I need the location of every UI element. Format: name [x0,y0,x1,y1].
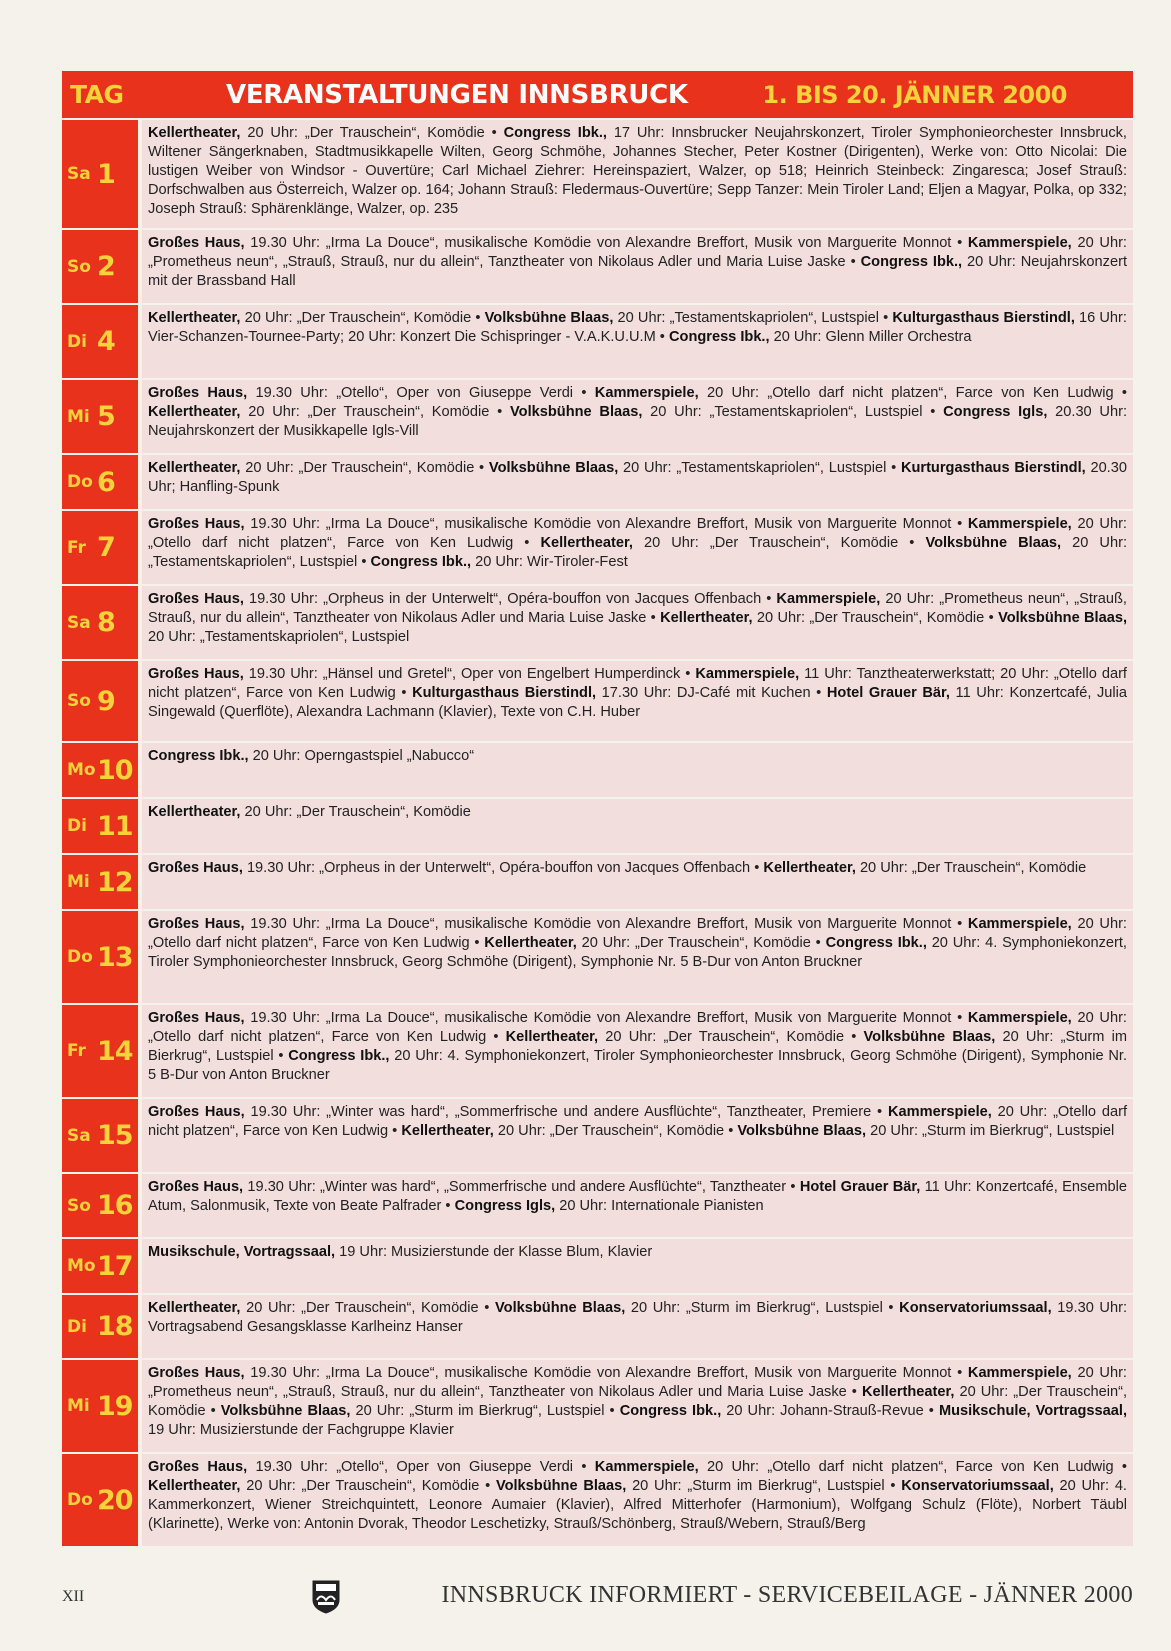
day-events [142,1360,1133,1452]
event-details: 19.30 Uhr: „Orpheus in der Unterwelt“, Opéra-bouffon von Jacques Offenbach • [243,591,777,607]
venue-name: Kellertheater, [484,935,577,951]
event-details: 17 Uhr: Innsbrucker Neujahrskonzert, Tiroler Symphonieorchester Innsbruck, Wiltener Sängerknaben, Stadtmusikkapelle Wilten, Georg Schmöhe, Johannes Stecher, Peter Kostner (Dirigenten), Werke von: Otto Nicolai: Die lustigen Weiber von Windsor - Ouvertüre; Carl Michael Ziehrer: Hereinspaziert, Walzer, op 518; Heinrich Steinbeck: Zingaresca; Josef Strauß: Dorfschwalben aus Österreich, Walzer op. 164; Johann Strauß: Fledermaus-Ouvertüre; Sepp Tanzer: Mein Tiroler Land; Eljen a Magyar, Polka, op 332; Joseph Strauß: Sphärenklänge, Walzer, op. 235 [148,125,1127,217]
day-row [62,120,1133,228]
venue-name: Volksbühne Blaas, [220,1403,351,1419]
event-details: 20 Uhr: Glenn Miller Orchestra [769,329,972,345]
day-row [62,305,1133,378]
day-label [62,586,138,659]
day-number: 1 [97,158,115,190]
day-events [142,305,1133,378]
day-number: 4 [97,326,115,357]
weekday: Mi [67,872,90,892]
day-label [62,911,138,1003]
event-details: 20 Uhr: Neujahrskonzert mit der Brassband Hall [148,254,1127,289]
venue-name: Großes Haus, [148,1010,245,1026]
event-details: 20 Uhr: „Otello darf nicht platzen“, Farce von Ken Ludwig • [148,1104,1128,1139]
day-label [62,1174,138,1237]
calendar-title: VERANSTALTUNGEN INNSBRUCK [226,79,688,110]
event-details: 19.30 Uhr: „Irma La Douce“, musikalische Komödie von Alexandre Breffort, Musik von Marguerite Monnot • [244,916,968,932]
event-details: 20 Uhr: „Otello darf nicht platzen“, Farce von Ken Ludwig • [148,516,1127,551]
event-details: 20 Uhr: „Der Trauschein“, Komödie • [752,610,999,626]
venue-name: Kellertheater, [148,460,241,476]
event-details: 19 Uhr: Musizierstunde der Klasse Blum, Klavier [335,1244,653,1260]
day-number: 2 [97,251,115,282]
event-details: 19.30 Uhr: „Otello“, Oper von Giuseppe Verdi • [247,385,595,401]
event-details: 20 Uhr: „Prometheus neun“, „Strauß, Strauß, nur du allein“, Tanztheater von Nikolaus Adler und Maria Luise Jaske • [148,1365,1127,1400]
day-events [142,661,1133,741]
day-label [62,230,138,303]
weekday: So [67,1195,91,1216]
event-details: 19.30 Uhr: „Irma La Douce“, musikalische Komödie von Alexandre Breffort, Musik von Marguerite Monnot • [244,1365,968,1381]
venue-name: Großes Haus, [148,1459,248,1475]
day-row [62,1454,1133,1546]
event-details: 20 Uhr: „Der Trauschein“, Komödie • [240,1478,496,1494]
weekday: Fr [67,1041,86,1061]
day-number: 20 [97,1484,133,1516]
event-details: 20 Uhr: 4. Symphoniekonzert, Tiroler Symphonieorchester Innsbruck, Georg Schmöhe (Dirigent), Symphonie Nr. 5 B-Dur von Anton Bruckner [148,1048,1128,1083]
venue-name: Kammerspiele, [967,916,1072,932]
event-details: 20 Uhr: „Otello darf nicht platzen“, Farce von Ken Ludwig • [148,1010,1127,1045]
event-details: 20 Uhr: „Testamentskapriolen“, Lustspiel • [642,404,944,420]
event-details: 19 Uhr: Musizierstunde der Fachgruppe Klavier [148,1422,454,1438]
weekday: So [67,691,91,711]
day-label [62,455,138,509]
day-row [62,1360,1133,1452]
venue-name: Congress Ibk., [288,1048,390,1064]
day-row [62,661,1133,741]
venue-name: Großes Haus, [148,666,244,682]
weekday: Sa [67,164,91,184]
day-events [142,743,1133,797]
day-row [62,586,1133,659]
venue-name: Kammerspiele, [967,516,1072,532]
day-events [142,1454,1133,1546]
event-details: 20 Uhr: „Testamentskapriolen“, Lustspiel [148,629,410,645]
event-details: 20 Uhr: „Der Trauschein“, Komödie • [240,1300,496,1316]
event-details: 16 Uhr: Vier-Schanzen-Tournee-Party; 20 Uhr: Konzert Die Schispringer - V.A.K.U.U.M • [148,310,1127,345]
day-row [62,1005,1133,1097]
venue-name: Musikschule, Vortragssaal, [938,1403,1128,1419]
day-label [62,855,138,909]
event-details: 20 Uhr: „Prometheus neun“, „Strauß, Strauß, nur du allein“, Tanztheater von Nikolaus Adler und Maria Luise Jaske • [148,235,1127,270]
day-events [142,455,1133,509]
venue-name: Congress Ibk., [148,748,249,764]
venue-name: Volksbühne Blaas, [484,310,614,326]
day-events [142,1099,1133,1172]
weekday: Mo [67,1256,96,1276]
venue-name: Hotel Grauer Bär, [826,685,950,701]
day-events [142,855,1133,909]
day-events [142,586,1133,659]
event-details: 19.30 Uhr: „Hänsel und Gretel“, Oper von Engelbert Humperdinck • [243,666,696,682]
day-number: 17 [97,1250,133,1282]
calendar-header [62,71,1133,118]
day-number: 10 [97,754,133,786]
day-label [62,1005,138,1097]
day-row [62,799,1133,853]
day-row [62,1239,1133,1293]
venue-name: Großes Haus, [148,1104,245,1120]
venue-name: Congress Igls, [454,1198,556,1214]
event-details: 20 Uhr: „Der Trauschein“, Komödie [855,860,1087,876]
venue-name: Kellertheater, [148,404,241,420]
day-label [62,380,138,453]
venue-name: Großes Haus, [148,1179,244,1195]
day-number: 11 [97,810,133,842]
day-number: 14 [97,1035,133,1067]
event-details: 20.30 Uhr: Neujahrskonzert der Musikkapelle Igls-Vill [148,404,1128,439]
venue-name: Kellertheater, [148,310,241,326]
event-details: 20 Uhr: „Der Trauschein“, Komödie • [598,1029,864,1045]
venue-name: Kulturgasthaus Bierstindl, [892,310,1075,326]
event-details: 17.30 Uhr: DJ-Café mit Kuchen • [596,685,827,701]
weekday: Do [67,1490,93,1510]
day-number: 12 [97,866,133,898]
event-details: 19.30 Uhr: „Winter was hard“, „Sommerfrische und andere Ausflüchte“, Tanztheater, Premiere • [244,1104,888,1120]
event-details: 20 Uhr: „Sturm im Bierkrug“, Lustspiel [866,1123,1115,1139]
event-details: 11 Uhr: Tanztheaterwerkstatt; 20 Uhr: „Otello darf nicht platzen“, Farce von Ken Ludwig • [148,666,1127,701]
innsbruck-coat-of-arms-icon [312,1580,340,1619]
event-details: 19.30 Uhr: „Irma La Douce“, musikalische Komödie von Alexandre Breffort, Musik von Marguerite Monnot • [244,516,968,532]
day-row [62,455,1133,509]
event-details: 20 Uhr: „Sturm im Bierkrug“, Lustspiel • [625,1300,900,1316]
venue-name: Kellertheater, [401,1123,494,1139]
weekday: Di [67,1316,87,1337]
venue-name: Congress Ibk., [825,935,927,951]
venue-name: Volksbühne Blaas, [863,1029,996,1045]
weekday: Fr [67,537,86,558]
day-row [62,911,1133,1003]
event-details: 20 Uhr: „Testamentskapriolen“, Lustspiel • [613,310,893,326]
venue-name: Kulturgasthaus Bierstindl, [412,685,597,701]
event-details: 20 Uhr: „Der Trauschein“, Komödie • [576,935,826,951]
venue-name: Kammerspiele, [967,235,1072,251]
event-details: 20 Uhr: „Sturm im Bierkrug“, Lustspiel • [148,1029,1127,1064]
venue-name: Volksbühne Blaas, [495,1478,627,1494]
day-number: 7 [97,532,115,563]
venue-name: Kammerspiele, [594,1459,699,1475]
event-details: 20 Uhr: „Testamentskapriolen“, Lustspiel • [148,535,1127,570]
venue-name: Konservatoriumssaal, [901,1478,1054,1494]
venue-name: Großes Haus, [148,1365,245,1381]
day-number: 13 [97,941,133,973]
day-number: 8 [97,607,115,638]
venue-name: Volksbühne Blaas, [495,1300,626,1316]
event-details: 19.30 Uhr: „Winter was hard“, „Sommerfrische und andere Ausflüchte“, Tanztheater • [243,1179,800,1195]
weekday: Do [67,947,93,967]
event-details: 11 Uhr: Konzertcafé, Ensemble Atum, Salonmusik, Texte von Beate Palfrader • [148,1179,1127,1214]
event-details: 20 Uhr: „Der Trauschein“, Komödie • [240,460,489,476]
day-label [62,743,138,797]
weekday: Sa [67,1125,91,1146]
event-details: 20 Uhr: 4. Symphoniekonzert, Tiroler Symphonieorchester Innsbruck, Georg Schmöhe (Dirigent), Symphonie Nr. 5 B-Dur von Anton Bruckner [148,935,1127,970]
venue-name: Congress Ibk., [619,1403,722,1419]
event-details: 20 Uhr: „Der Trauschein“, Komödie • [240,125,504,141]
venue-name: Kammerspiele, [967,1010,1072,1026]
day-label [62,1360,138,1452]
day-label [62,1295,138,1358]
event-details: 20 Uhr: „Der Trauschein“, Komödie [240,804,471,820]
day-label [62,1239,138,1293]
day-number: 15 [97,1120,133,1151]
venue-name: Volksbühne Blaas, [998,610,1128,626]
day-label [62,305,138,378]
venue-name: Großes Haus, [148,860,243,876]
venue-name: Congress Ibk., [503,125,607,141]
event-details: 19.30 Uhr: „Otello“, Oper von Giuseppe Verdi • [247,1459,595,1475]
event-details: 20 Uhr: „Otello darf nicht platzen“, Farce von Ken Ludwig • [698,385,1127,401]
venue-name: Congress Ibk., [668,329,770,345]
event-details: 20 Uhr: „Otello darf nicht platzen“, Farce von Ken Ludwig • [698,1459,1127,1475]
event-details: 20 Uhr: „Sturm im Bierkrug“, Lustspiel • [626,1478,902,1494]
day-row [62,855,1133,909]
day-number: 16 [97,1190,133,1221]
event-details: 19.30 Uhr: „Irma La Douce“, musikalische Komödie von Alexandre Breffort, Musik von Marguerite Monnot • [244,235,968,251]
event-details: 20 Uhr: „Sturm im Bierkrug“, Lustspiel • [350,1403,620,1419]
date-range: 1. BIS 20. JÄNNER 2000 [762,80,1067,109]
event-details: 20 Uhr: Operngastspiel „Nabucco“ [248,748,475,764]
day-events [142,380,1133,453]
day-label [62,1099,138,1172]
venue-name: Musikschule, Vortragssaal, [148,1244,336,1260]
weekday: Mo [67,760,96,780]
venue-name: Congress Ibk., [860,254,963,270]
venue-name: Kellertheater, [148,804,241,820]
day-row [62,230,1133,303]
venue-name: Kellertheater, [660,610,753,626]
day-label [62,799,138,853]
event-details: 20 Uhr: Internationale Pianisten [555,1198,764,1214]
weekday: Sa [67,612,91,633]
event-details: 20 Uhr: „Der Trauschein“, Komödie • [240,310,485,326]
weekday: Di [67,331,87,352]
venue-name: Volksbühne Blaas, [925,535,1062,551]
day-row [62,511,1133,584]
event-details: 20 Uhr: „Der Trauschein“, Komödie • [240,404,511,420]
venue-name: Congress Igls, [943,404,1048,420]
event-details: 19.30 Uhr: „Orpheus in der Unterwelt“, Opéra-bouffon von Jacques Offenbach • [242,860,764,876]
day-events [142,911,1133,1003]
day-number: 5 [97,401,115,432]
day-events [142,1295,1133,1358]
weekday: Do [67,472,93,492]
venue-name: Großes Haus, [148,591,244,607]
events-calendar [62,71,1133,1548]
weekday: Mi [67,406,90,427]
event-details: 19.30 Uhr: „Irma La Douce“, musikalische Komödie von Alexandre Breffort, Musik von Marguerite Monnot • [244,1010,968,1026]
weekday: Di [67,816,87,836]
day-label [62,120,138,228]
venue-name: Kellertheater, [148,1478,241,1494]
day-label [62,511,138,584]
event-details: 20 Uhr: „Der Trauschein“, Komödie • [632,535,926,551]
venue-name: Hotel Grauer Bär, [799,1179,921,1195]
venue-name: Kammerspiele, [594,385,699,401]
venue-name: Volksbühne Blaas, [488,460,619,476]
page-number: XII [62,1588,85,1605]
venue-name: Großes Haus, [148,235,245,251]
venue-name: Congress Ibk., [370,554,472,570]
event-details: 20 Uhr: „Der Trauschein“, Komödie • [148,1384,1128,1419]
page-footer [62,1580,1133,1616]
day-number: 19 [97,1390,133,1422]
venue-name: Kammerspiele, [695,666,800,682]
day-row [62,743,1133,797]
day-column-heading: TAG [70,80,124,109]
publication-title: INNSBRUCK INFORMIERT - SERVICEBEILAGE - JÄNNER 2000 [441,1582,1133,1608]
event-details: 20 Uhr: Wir-Tiroler-Fest [471,554,628,570]
venue-name: Kellertheater, [148,1300,241,1316]
event-rows [62,120,1133,1546]
weekday: So [67,256,91,277]
day-events [142,1005,1133,1097]
venue-name: Volksbühne Blaas, [510,404,643,420]
day-label [62,661,138,741]
event-details: 11 Uhr: Konzertcafé, Julia Singewald (Querflöte), Alexandra Lachmann (Klavier), Texte von C.H. Huber [148,685,1127,720]
venue-name: Kammerspiele, [776,591,881,607]
day-row [62,1174,1133,1237]
event-details: 20 Uhr: 4. Kammerkonzert, Wiener Streichquintett, Leonore Aumaier (Klavier), Alfred Mitterhofer (Harmonium), Wolfgang Schulz (Flöte), Norbert Täubl (Klarinette), Werke von: Antonin Dvorak, Theodor Leschetizky, Strauß/Schönberg, Strauß/Webern, Strauß/Berg [148,1478,1127,1532]
day-events [142,120,1133,228]
venue-name: Kellertheater, [763,860,856,876]
venue-name: Kellertheater, [861,1384,955,1400]
day-events [142,230,1133,303]
day-events [142,1174,1133,1237]
day-label [62,1454,138,1546]
day-events [142,799,1133,853]
venue-name: Kurturgasthaus Bierstindl, [900,460,1086,476]
day-number: 18 [97,1311,133,1342]
event-details: 20 Uhr: „Testamentskapriolen“, Lustspiel • [618,460,901,476]
venue-name: Kellertheater, [505,1029,599,1045]
weekday: Mi [67,1396,90,1416]
day-events [142,511,1133,584]
venue-name: Großes Haus, [148,385,248,401]
venue-name: Konservatoriumssaal, [899,1300,1052,1316]
venue-name: Kellertheater, [540,535,633,551]
event-details: 20 Uhr: „Der Trauschein“, Komödie • [493,1123,738,1139]
venue-name: Volksbühne Blaas, [737,1123,867,1139]
event-details: 20 Uhr: Johann-Strauß-Revue • [721,1403,939,1419]
day-number: 9 [97,685,115,717]
venue-name: Großes Haus, [148,916,245,932]
venue-name: Kellertheater, [148,125,241,141]
event-details: 20 Uhr: „Prometheus neun“, „Strauß, Strauß, nur du allein“, Tanztheater von Nikolaus Adler und Maria Luise Jaske • [148,591,1127,626]
venue-name: Kammerspiele, [887,1104,992,1120]
event-details: 20 Uhr: „Otello darf nicht platzen“, Farce von Ken Ludwig • [148,916,1127,951]
day-row [62,1295,1133,1358]
day-row [62,380,1133,453]
event-details: 20.30 Uhr; Hanfling-Spunk [148,460,1127,495]
day-number: 6 [97,466,115,498]
day-events [142,1239,1133,1293]
venue-name: Kammerspiele, [967,1365,1072,1381]
event-details: 19.30 Uhr: Vortragsabend Gesangsklasse Karlheinz Hanser [148,1300,1127,1335]
day-row [62,1099,1133,1172]
venue-name: Großes Haus, [148,516,245,532]
